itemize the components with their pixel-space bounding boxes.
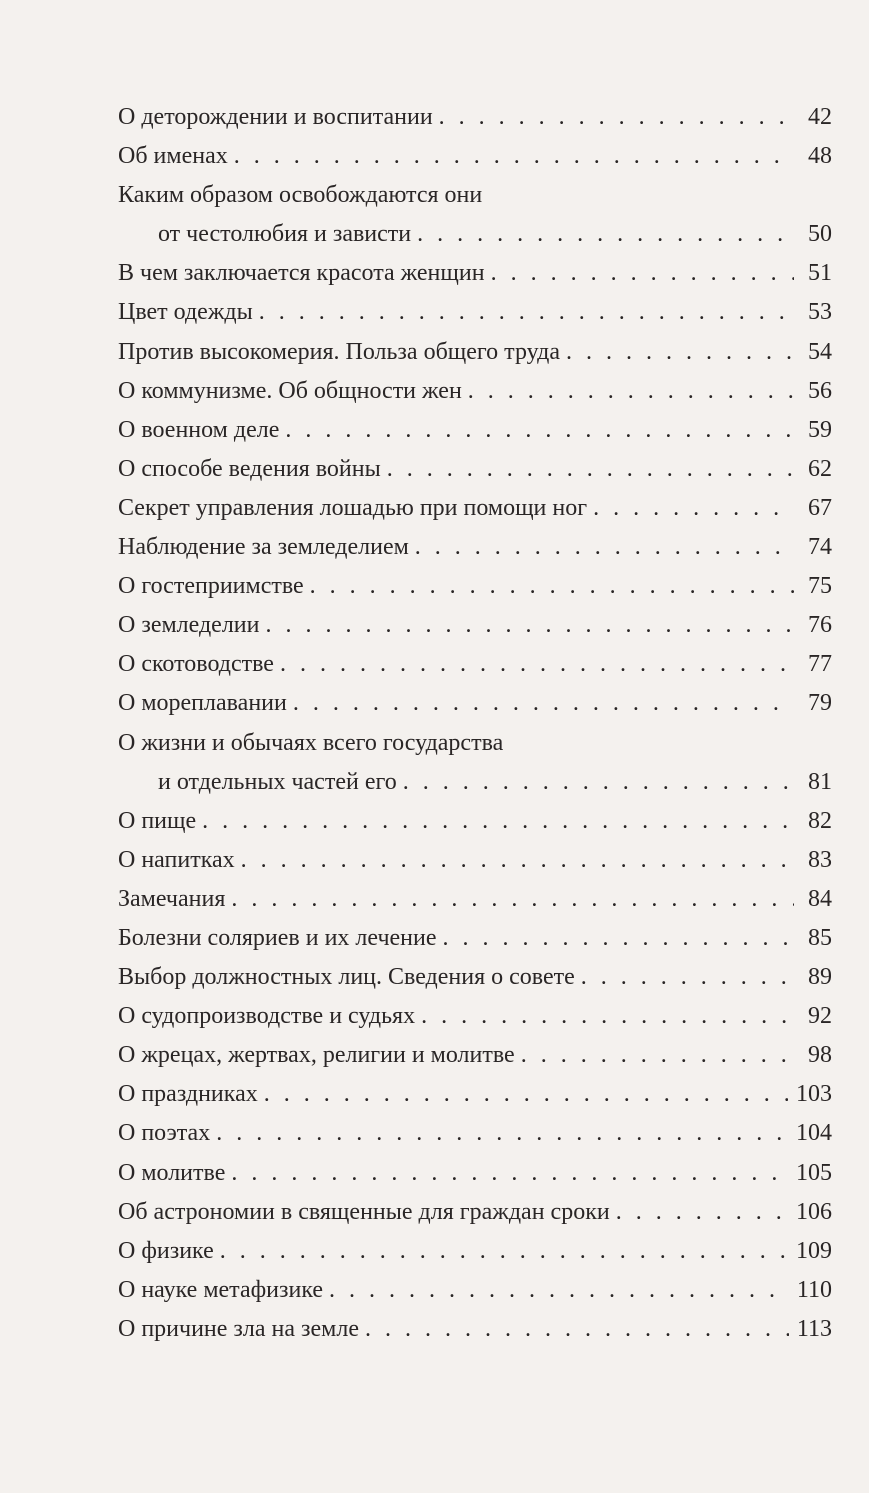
dot-leader [310, 567, 794, 606]
dot-leader [329, 1271, 789, 1310]
toc-entry-line [118, 1193, 832, 1232]
dot-leader [566, 333, 794, 372]
toc-page-number: 103 [796, 1081, 832, 1108]
toc-entry-title: О скотоводстве [118, 651, 274, 678]
dot-leader [415, 528, 794, 567]
toc-page-number: 75 [808, 573, 832, 600]
toc-page-number: 98 [808, 1042, 832, 1069]
toc-page-number: 104 [796, 1120, 832, 1147]
toc-page-number: 113 [796, 1315, 832, 1342]
toc-page-number: 50 [808, 221, 832, 248]
toc-page-number: 85 [808, 924, 832, 951]
toc-entry [118, 880, 832, 919]
toc-entry-title: О военном деле [118, 416, 280, 443]
toc-entry-continuation [118, 215, 832, 254]
toc-entry-line [118, 1310, 832, 1349]
toc-entry-line [118, 98, 832, 137]
toc-page-number: 77 [808, 651, 832, 678]
toc-page-number: 105 [796, 1159, 832, 1186]
dot-leader [234, 137, 794, 176]
dot-leader [417, 215, 794, 254]
toc-entry [118, 958, 832, 997]
dot-leader [231, 1154, 788, 1193]
toc-entry-line [118, 880, 832, 919]
toc-entry-title: О коммунизме. Об общности жен [118, 377, 462, 404]
toc-page-number: 51 [808, 260, 832, 287]
dot-leader [241, 841, 794, 880]
toc-entry-line [118, 1114, 832, 1153]
toc-entry-title: О жизни и обычаях всего государства [118, 729, 504, 756]
toc-page-number: 54 [808, 338, 832, 365]
toc-entry [118, 1075, 832, 1114]
toc-entry-line [118, 372, 832, 411]
toc-entry-line [118, 724, 832, 763]
toc-entry-title: Болезни соляриев и их лечение [118, 924, 437, 951]
toc-entry [118, 606, 832, 645]
toc-entry [118, 645, 832, 684]
toc-entry-line [118, 333, 832, 372]
toc-entry-title: Об именах [118, 143, 228, 170]
toc-entry-line [118, 841, 832, 880]
dot-leader [231, 880, 794, 919]
toc-page-number: 62 [808, 455, 832, 482]
toc-entry [118, 1193, 832, 1232]
toc-entry-title: О пище [118, 807, 197, 834]
toc-entry-line [118, 802, 832, 841]
toc-entry-title: О гостеприимстве [118, 573, 304, 600]
toc-entry [118, 411, 832, 450]
toc-entry-title: О мореплавании [118, 690, 287, 717]
toc-page-number: 59 [808, 416, 832, 443]
toc-entry-line [118, 528, 832, 567]
dot-leader [491, 254, 794, 293]
dot-leader [266, 606, 795, 645]
toc-entry-continuation [118, 763, 832, 802]
toc-page-number: 109 [796, 1237, 832, 1264]
dot-leader [439, 98, 794, 137]
dot-leader [202, 802, 794, 841]
toc-entry-title: Об астрономии в священные для граждан сроки [118, 1198, 610, 1225]
toc-entry-title: О науке метафизике [118, 1276, 324, 1303]
toc-entry-line [118, 567, 832, 606]
toc-entry [118, 176, 832, 254]
toc-entry-line [118, 1075, 832, 1114]
toc-page-number: 110 [796, 1276, 832, 1303]
toc-entry-line [118, 919, 832, 958]
toc-entry [118, 333, 832, 372]
dot-leader [387, 450, 794, 489]
toc-entry-title: О способе ведения войны [118, 455, 381, 482]
toc-entry-title: О физике [118, 1237, 214, 1264]
toc-entry-title: В чем заключается красота женщин [118, 260, 485, 287]
toc-page-number: 89 [808, 964, 832, 991]
toc-entry [118, 724, 832, 802]
toc-entry-title: Секрет управления лошадью при помощи ног [118, 494, 588, 521]
toc-entry-line [118, 645, 832, 684]
toc-entry [118, 802, 832, 841]
toc-entry [118, 137, 832, 176]
toc-entry-line [118, 293, 832, 332]
toc-entry-line [118, 606, 832, 645]
toc-page-number: 92 [808, 1003, 832, 1030]
table-of-contents [118, 98, 832, 1349]
dot-leader [216, 1114, 788, 1153]
toc-entry-line [118, 1154, 832, 1193]
toc-entry-line [118, 489, 832, 528]
toc-entry [118, 98, 832, 137]
toc-page-number: 42 [808, 104, 832, 130]
toc-entry-line [118, 137, 832, 176]
toc-entry [118, 254, 832, 293]
toc-entry-title: О поэтах [118, 1120, 211, 1147]
toc-entry-title: О напитках [118, 846, 235, 873]
toc-entry-line [118, 997, 832, 1036]
toc-entry-title: от честолюбия и зависти [158, 221, 412, 248]
toc-entry-title: О причине зла на земле [118, 1315, 359, 1342]
toc-entry-title: О судопроизводстве и судьях [118, 1003, 416, 1030]
dot-leader [403, 763, 794, 802]
toc-entry-line [118, 1036, 832, 1075]
toc-entry [118, 450, 832, 489]
toc-entry [118, 1232, 832, 1271]
dot-leader [293, 684, 794, 723]
toc-entry-title: О деторождении и воспитании [118, 104, 433, 130]
toc-entry-title: Наблюдение за земледелием [118, 534, 409, 561]
dot-leader [616, 1193, 788, 1232]
dot-leader [521, 1036, 794, 1075]
dot-leader [259, 293, 794, 332]
toc-page-number: 82 [808, 807, 832, 834]
dot-leader [468, 372, 794, 411]
toc-entry [118, 841, 832, 880]
toc-entry-title: Каким образом освобождаются они [118, 182, 483, 209]
dot-leader [280, 645, 794, 684]
toc-entry-line [118, 1271, 832, 1310]
toc-entry-line [118, 254, 832, 293]
toc-entry-line [118, 1232, 832, 1271]
toc-page-number: 48 [808, 143, 832, 170]
toc-entry-line [118, 958, 832, 997]
toc-page-number: 106 [796, 1198, 832, 1225]
dot-leader [264, 1075, 788, 1114]
toc-entry [118, 1114, 832, 1153]
toc-entry-line [118, 684, 832, 723]
dot-leader [593, 489, 794, 528]
toc-entry-line [118, 411, 832, 450]
dot-leader [365, 1310, 789, 1349]
toc-entry [118, 1154, 832, 1193]
toc-entry [118, 1271, 832, 1310]
dot-leader [421, 997, 794, 1036]
toc-entry [118, 1036, 832, 1075]
toc-entry-title: Замечания [118, 885, 226, 912]
toc-entry [118, 919, 832, 958]
toc-entry-title: О жрецах, жертвах, религии и молитве [118, 1042, 515, 1069]
toc-page-number: 81 [808, 768, 832, 795]
toc-entry-title: и отдельных частей его [158, 768, 397, 795]
toc-page-number: 83 [808, 846, 832, 873]
toc-page-number: 67 [808, 494, 832, 521]
toc-entry [118, 567, 832, 606]
toc-entry [118, 684, 832, 723]
toc-page-number: 76 [808, 612, 832, 639]
toc-entry [118, 528, 832, 567]
toc-entry-title: О праздниках [118, 1081, 258, 1108]
toc-page-number: 56 [808, 377, 832, 404]
toc-page-number: 79 [808, 690, 832, 717]
toc-entry-title: Цвет одежды [118, 299, 253, 326]
toc-entry-title: Выбор должностных лиц. Сведения о совете [118, 964, 575, 991]
toc-entry [118, 293, 832, 332]
toc-entry-title: О молитве [118, 1159, 226, 1186]
toc-entry [118, 489, 832, 528]
toc-page-number: 53 [808, 299, 832, 326]
toc-page-number: 74 [808, 534, 832, 561]
toc-entry [118, 372, 832, 411]
toc-entry-title: О земледелии [118, 612, 260, 639]
toc-page-number: 84 [808, 885, 832, 912]
dot-leader [220, 1232, 788, 1271]
toc-entry-line [118, 450, 832, 489]
dot-leader [581, 958, 794, 997]
toc-entry [118, 1310, 832, 1349]
dot-leader [285, 411, 794, 450]
dot-leader [443, 919, 794, 958]
toc-entry-line [118, 176, 832, 215]
toc-entry [118, 997, 832, 1036]
toc-entry-title: Против высокомерия. Польза общего труда [118, 338, 560, 365]
